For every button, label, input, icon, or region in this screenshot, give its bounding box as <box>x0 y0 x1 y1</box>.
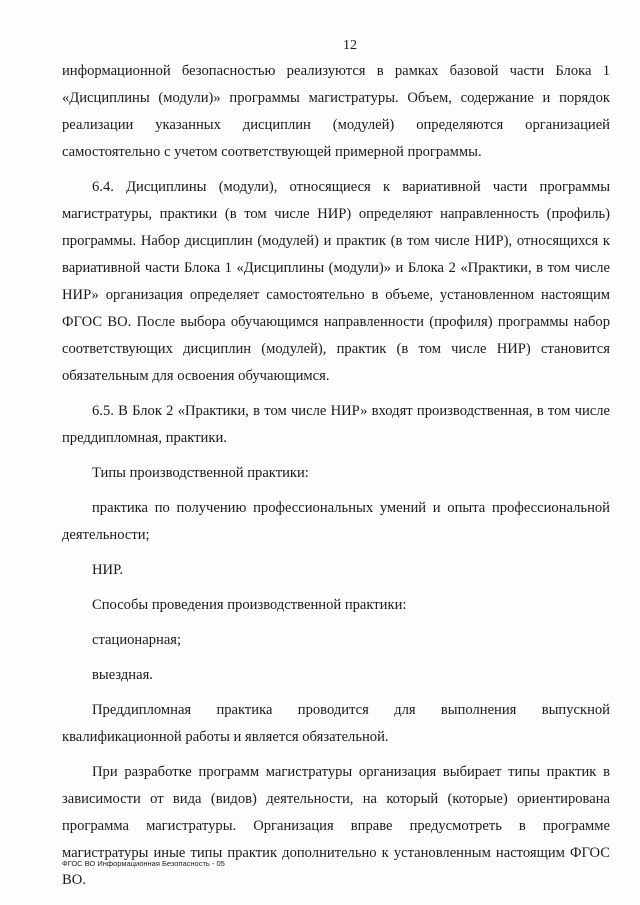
paragraph-method-stationary: стационарная; <box>92 632 182 648</box>
page-number: 12 <box>343 38 357 53</box>
paragraph-intro: информационной безопасностью реализуются в рамках базовой части Блока 1 «Дисциплины (модули)» программы магистратуры. Объем, содержание и порядок реализации указанных дисциплин (модулей) определяются организацией самостоятельно с учетом соответствующей примерной программы. <box>62 63 610 160</box>
paragraph-practice-methods-heading: Способы проведения производственной практики: <box>92 597 407 613</box>
paragraph-practice-type-nir: НИР. <box>92 562 124 578</box>
paragraph-6-4: 6.4. Дисциплины (модули), относящиеся к вариативной части программы магистратуры, практики (в том числе НИР) определяют направленность (профиль) программы. Набор дисциплин (модулей) и практик (в том числе НИР), относящихся к вариативной части Блока 1 «Дисциплины (модули)» и Блока 2 «Практики, в том числе НИР» организация определяет самостоятельно в объеме, установленном настоящим ФГОС ВО. После выбора обучающимся направленности (профиля) программы набор соответствующих дисциплин (модулей), практик (в том числе НИР) становится обязательным для освоения обучающимся. <box>62 179 610 384</box>
paragraph-predegree-practice: Преддипломная практика проводится для выполнения выпускной квалификационной работы и является обязательной. <box>62 702 610 745</box>
paragraph-practice-types-heading: Типы производственной практики: <box>92 465 309 481</box>
document-body <box>62 58 610 894</box>
paragraph-6-5: 6.5. В Блок 2 «Практики, в том числе НИР» входят производственная, в том числе преддипломная, практики. <box>62 403 610 446</box>
page-footer: ФГОС ВО Информационная Безопасность - 05 <box>62 859 225 868</box>
paragraph-practice-type-professional: практика по получению профессиональных умений и опыта профессиональной деятельности; <box>62 500 610 543</box>
paragraph-program-development: При разработке программ магистратуры организация выбирает типы практик в зависимости от вида (видов) деятельности, на который (которые) ориентирована программа магистратуры. Организация вправе предусмотреть в программе магистратуры иные типы практик дополнительно к установленным настоящим ФГОС ВО. <box>62 764 610 888</box>
paragraph-method-field: выездная. <box>92 667 153 683</box>
